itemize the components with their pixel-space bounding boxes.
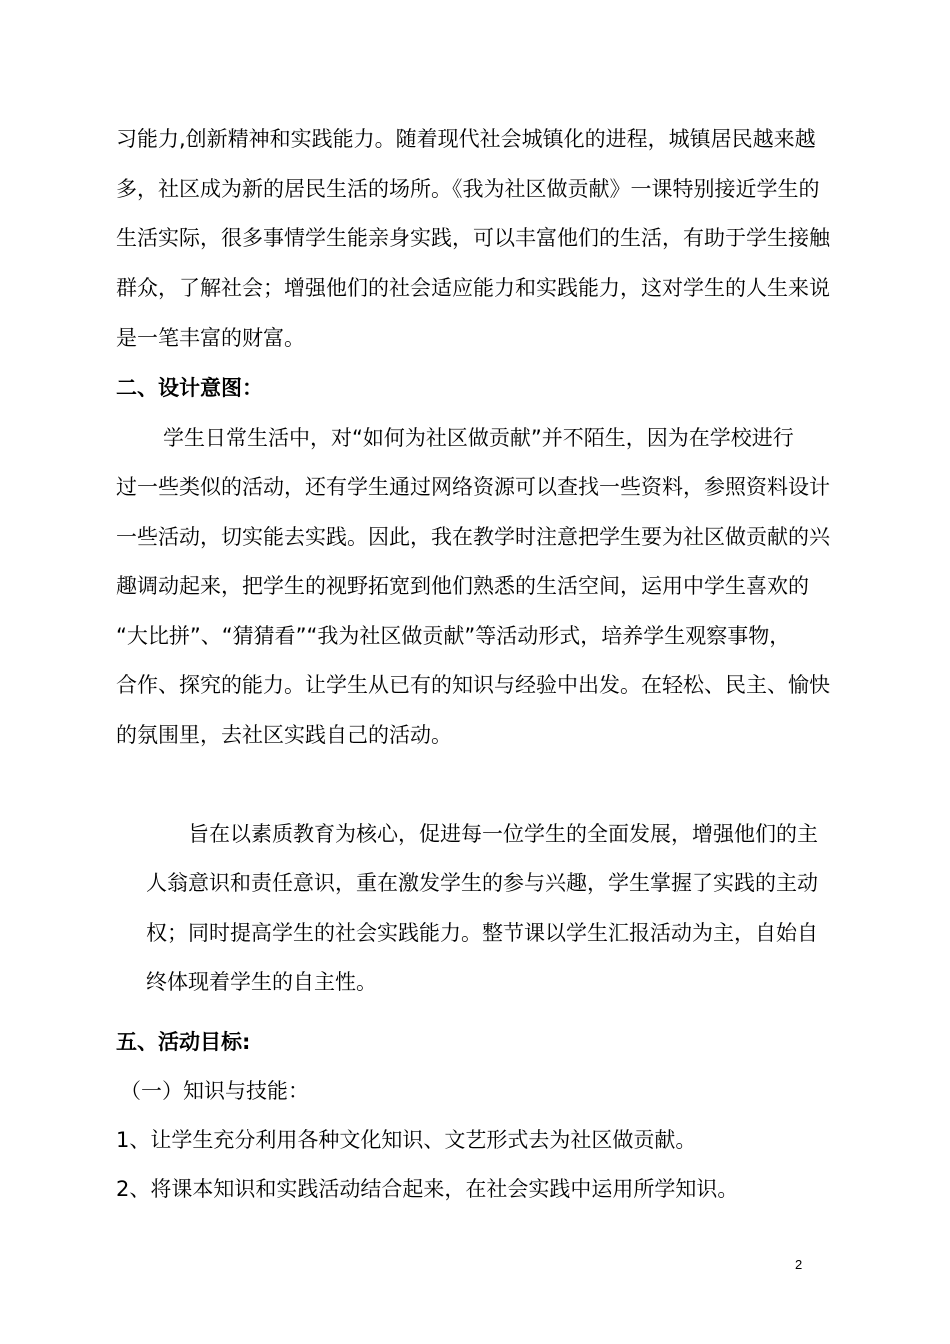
section-5-item-1: 1、让学生充分利用各种文化知识、文艺形式去为社区做贡献。 (116, 1128, 697, 1152)
paragraph-3-line-4: 终体现着学生的自主性。 (146, 970, 377, 994)
paragraph-3-line-1: 旨在以素质教育为核心，促进每一位学生的全面发展，增强他们的主 (188, 822, 818, 846)
section-5-subheading: （一）知识与技能： (120, 1079, 309, 1103)
section-2-line-4: 趣调动起来，把学生的视野拓宽到他们熟悉的生活空间，运用中学生喜欢的 (116, 574, 809, 598)
section-5-heading: 五、活动目标: (116, 1030, 251, 1054)
section-2-line-1: 学生日常生活中，对“如何为社区做贡献”并不陌生，因为在学校进行 (163, 426, 794, 450)
section-2-line-5: “大比拼”、“猜猜看”“我为社区做贡献”等活动形式，培养学生观察事物， (116, 624, 791, 648)
paragraph-1-line-1: 习能力,创新精神和实践能力。随着现代社会城镇化的进程，城镇居民越来越 (116, 127, 816, 151)
paragraph-3-line-3: 权；同时提高学生的社会实践能力。整节课以学生汇报活动为主，自始自 (146, 921, 818, 945)
paragraph-1-line-2: 多，社区成为新的居民生活的场所。《我为社区做贡献》一课特别接近学生的 (116, 177, 820, 201)
section-5-item-2: 2、将课本知识和实践活动结合起来，在社会实践中运用所学知识。 (116, 1177, 739, 1201)
page-number: 2 (795, 1257, 803, 1272)
section-2-line-3: 一些活动，切实能去实践。因此，我在教学时注意把学生要为社区做贡献的兴 (116, 525, 830, 549)
section-2-line-7: 的氛围里，去社区实践自己的活动。 (116, 723, 452, 747)
section-2-heading: 二、设计意图： (116, 376, 263, 400)
paragraph-1-line-4: 群众，了解社会；增强他们的社会适应能力和实践能力，这对学生的人生来说 (116, 276, 830, 300)
paragraph-1-line-5: 是一笔丰富的财富。 (116, 326, 305, 350)
section-2-line-2: 过一些类似的活动，还有学生通过网络资源可以查找一些资料，参照资料设计 (116, 475, 830, 499)
section-2-line-6: 合作、探究的能力。让学生从已有的知识与经验中出发。在轻松、民主、愉快 (116, 673, 830, 697)
paragraph-3-line-2: 人翁意识和责任意识，重在激发学生的参与兴趣，学生掌握了实践的主动 (146, 871, 818, 895)
paragraph-1-line-3: 生活实际，很多事情学生能亲身实践，可以丰富他们的生活，有助于学生接触 (116, 226, 830, 250)
